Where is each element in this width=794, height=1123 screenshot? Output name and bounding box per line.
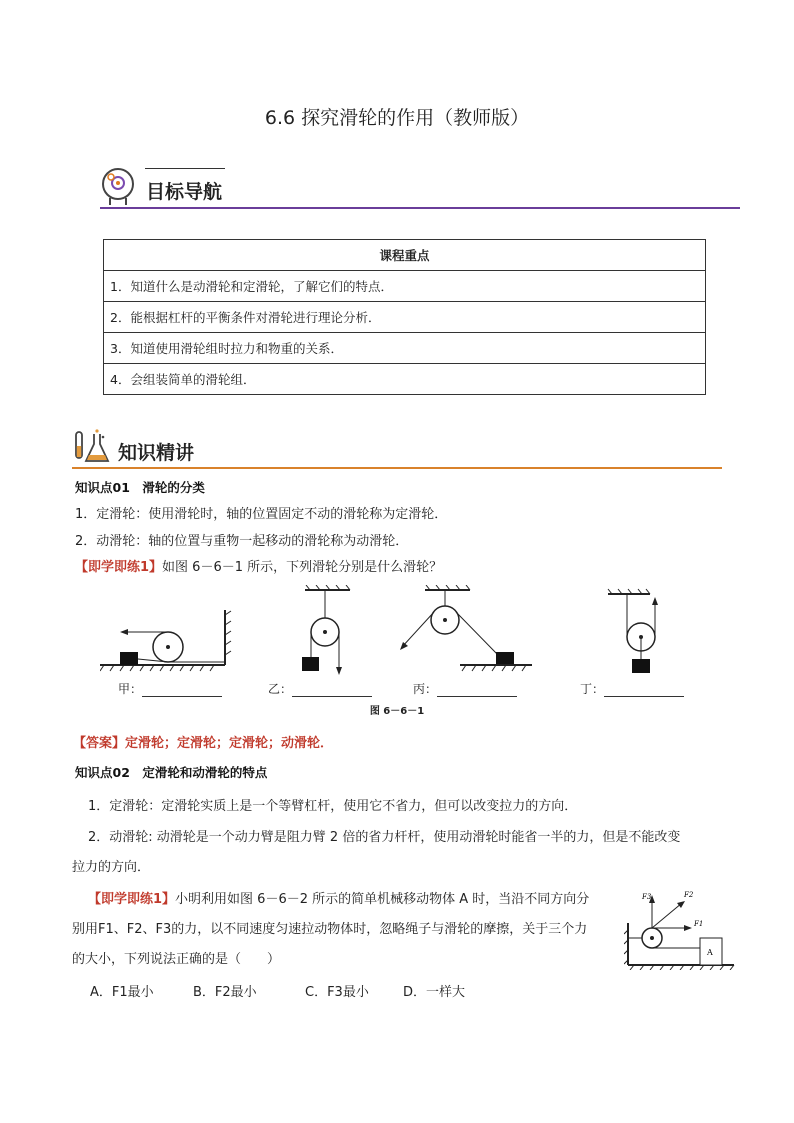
figure-pulley-6-6-2 [624, 885, 736, 970]
goals-table-row: 4．会组装简单的滑轮组． [104, 364, 706, 395]
exercise-text: 的大小，下列说法正确的是（ ） [72, 952, 281, 967]
exercise-text: 小明利用如图 6－6－2 所示的简单机械移动物体 A 时，当沿不同方向分 [175, 892, 590, 907]
figure-label-row [268, 680, 372, 697]
kp2-title: 知识点02 定滑轮和动滑轮的特点 [75, 765, 268, 780]
page-title: 6.6 探究滑轮的作用（教师版） [264, 107, 530, 129]
kp2-item: 1．定滑轮：定滑轮实质上是一个等臂杠杆，使用它不省力，但可以改变拉力的方向． [88, 799, 578, 814]
section-label-goals: 目标导航 [146, 181, 223, 203]
section-header-knowledge [72, 428, 722, 468]
figure-label-ding: 丁： [580, 682, 605, 696]
figure-label-row [413, 680, 517, 697]
kp2-item: 拉力的方向． [72, 860, 151, 875]
answer-blank[interactable] [437, 684, 517, 697]
answer-tag: 【答案】 [73, 736, 126, 751]
orange-rule [72, 467, 722, 469]
figure-label-yi: 乙： [268, 682, 293, 696]
answer-blank[interactable] [292, 684, 372, 697]
exercise-text: 如图 6－6－1 所示，下列滑轮分别是什么滑轮？ [162, 560, 443, 575]
pulley-jia [100, 610, 231, 671]
answer-blank[interactable] [604, 684, 684, 697]
figure-label-bing: 丙： [413, 682, 438, 696]
object-label-a: A [707, 948, 713, 957]
force-label-f3: F3 [642, 893, 652, 901]
goals-table-row: 1．知道什么是动滑轮和定滑轮，了解它们的特点． [104, 271, 706, 302]
kp1-title: 知识点01 滑轮的分类 [75, 480, 205, 495]
kp2-exercise [88, 888, 589, 907]
answer-text: 定滑轮；定滑轮；定滑轮；动滑轮． [125, 736, 334, 751]
pulley-bing [400, 585, 532, 671]
kp1-answer [73, 732, 333, 751]
figure-pulleys-6-6-1 [100, 585, 700, 695]
force-label-f1: F1 [694, 920, 704, 928]
purple-rule [100, 207, 740, 209]
exercise-tag: 【即学即练1】 [88, 892, 176, 907]
option-b[interactable]: B．F2最小 [193, 985, 257, 1000]
exercise-tag: 【即学即练1】 [75, 560, 163, 575]
head-gears-icon [100, 165, 140, 207]
goals-table-row: 2．能根据杠杆的平衡条件对滑轮进行理论分析． [104, 302, 706, 333]
figure-label-row [118, 680, 222, 697]
option-c[interactable]: C．F3最小 [305, 985, 369, 1000]
section-header-goals [100, 165, 740, 210]
option-d[interactable]: D．一样大 [403, 985, 466, 1000]
figure-label-jia: 甲： [118, 682, 143, 696]
section-label-knowledge: 知识精讲 [118, 442, 195, 464]
goals-table [103, 239, 706, 395]
figure-label-row [580, 680, 684, 697]
figure-caption: 图 6－6－1 [369, 706, 425, 717]
pulley-ding [608, 589, 658, 673]
kp1-exercise [75, 556, 442, 575]
kp2-item: 2．动滑轮: 动滑轮是一个动力臂是阻力臂 2 倍的省力杆杆，使用动滑轮时能省一半的力，但是不能改变 [88, 830, 681, 845]
kp1-item: 2．动滑轮：轴的位置与重物一起移动的滑轮称为动滑轮． [75, 534, 409, 549]
answer-blank[interactable] [142, 684, 222, 697]
goals-table-header: 课程重点 [104, 240, 706, 271]
lab-flask-icon [72, 428, 112, 466]
goals-table-row: 3．知道使用滑轮组时拉力和物重的关系． [104, 333, 706, 364]
pulley-yi [302, 585, 350, 675]
kp1-item: 1．定滑轮：使用滑轮时，轴的位置固定不动的滑轮称为定滑轮． [75, 507, 448, 522]
option-a[interactable]: A．F1最小 [90, 985, 154, 1000]
exercise-text: 别用F1、F2、F3的力，以不同速度匀速拉动物体时，忽略绳子与滑轮的摩擦，关于三个力 [72, 922, 588, 937]
force-label-f2: F2 [684, 891, 694, 899]
